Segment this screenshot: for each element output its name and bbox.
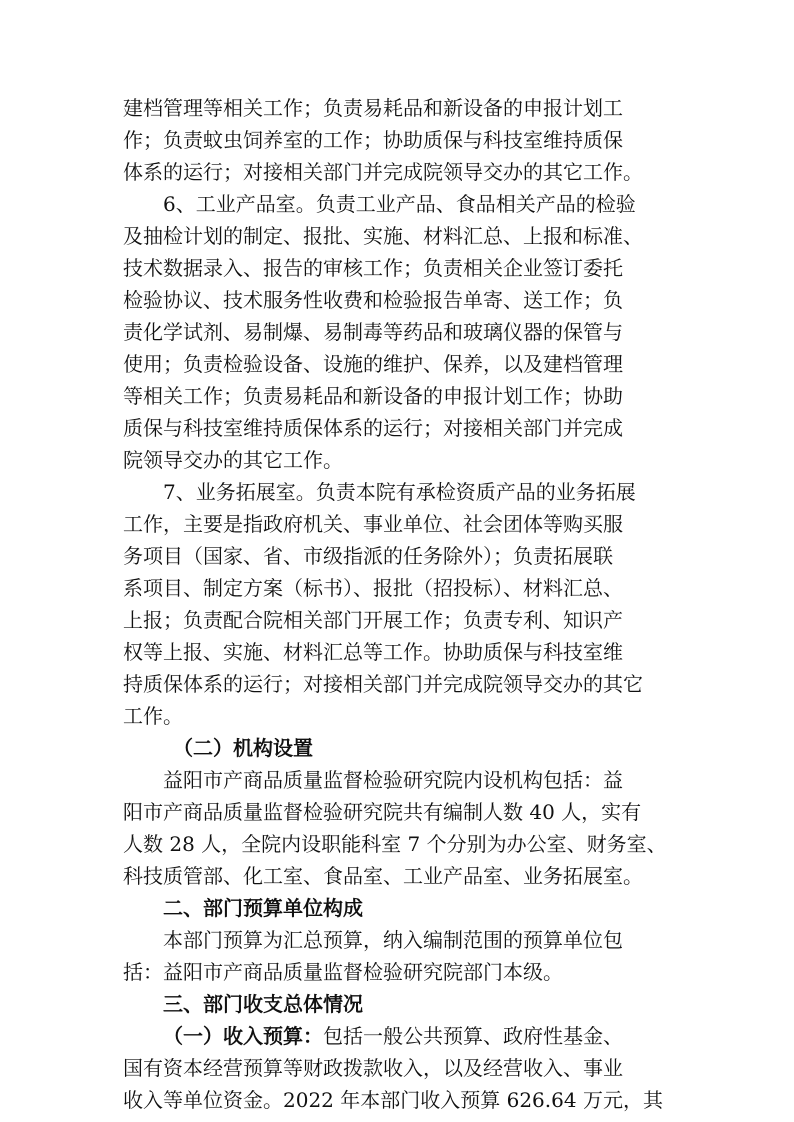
paragraph-line: 使用；负责检验设备、设施的维护、保养，以及建档管理 — [123, 352, 623, 376]
paragraph-line: 作；负责蚊虫饲养室的工作；协助质保与科技室维持质保 — [123, 128, 623, 152]
paragraph-line: 7、业务拓展室。负责本院有承检资质产品的业务拓展 — [163, 480, 636, 504]
paragraph-line: 及抽检计划的制定、报批、实施、材料汇总、上报和标准、 — [123, 224, 643, 248]
paragraph-line: 务项目（国家、省、市级指派的任务除外）；负责拓展联 — [123, 544, 613, 568]
paragraph-line: 人数 28 人，全院内设职能科室 7 个分别为办公室、财务室、 — [123, 832, 667, 856]
paragraph-line: 建档管理等相关工作；负责易耗品和新设备的申报计划工 — [123, 96, 623, 120]
paragraph-line: 6、工业产品室。负责工业产品、食品相关产品的检验 — [163, 192, 636, 216]
paragraph-line: 检验协议、技术服务性收费和检验报告单寄、送工作；负 — [123, 288, 623, 312]
paragraph-line: 括：益阳市产商品质量监督检验研究院部门本级。 — [123, 960, 563, 984]
paragraph-line — [163, 1020, 683, 1052]
paragraph-line: 益阳市产商品质量监督检验研究院内设机构包括：益 — [163, 768, 623, 792]
paragraph-line: 系项目、制定方案（标书）、报批（招投标）、材料汇总、 — [123, 576, 623, 600]
paragraph-line: 等相关工作；负责易耗品和新设备的申报计划工作；协助 — [123, 384, 623, 408]
paragraph-line: 院领导交办的其它工作。 — [123, 448, 343, 472]
paragraph-line: 责化学试剂、易制爆、易制毒等药品和玻璃仪器的保管与 — [123, 320, 623, 344]
section-heading: 三、部门收支总体情况 — [163, 992, 363, 1016]
paragraph-line: 科技质管部、化工室、食品室、工业产品室、业务拓展室。 — [123, 864, 643, 888]
paragraph-line: 上报；负责配合院相关部门开展工作；负责专利、知识产 — [123, 608, 623, 632]
paragraph-line: 权等上报、实施、材料汇总等工作。协助质保与科技室维 — [123, 640, 623, 664]
paragraph-line: 收入等单位资金。2022 年本部门收入预算 626.64 万元，其 — [123, 1088, 663, 1112]
paragraph-line: 技术数据录入、报告的审核工作；负责相关企业签订委托 — [123, 256, 623, 280]
section-heading: 二、部门预算单位构成 — [163, 896, 363, 920]
paragraph-line: 国有资本经营预算等财政拨款收入，以及经营收入、事业 — [123, 1056, 623, 1080]
paragraph-line: 阳市产商品质量监督检验研究院共有编制人数 40 人，实有 — [123, 800, 642, 824]
paragraph-line: 本部门预算为汇总预算，纳入编制范围的预算单位包 — [163, 928, 623, 952]
paragraph-line: 工作。 — [123, 704, 183, 728]
paragraph-line: 体系的运行；对接相关部门并完成院领导交办的其它工作。 — [123, 160, 643, 184]
inline-heading: （一）收入预算： — [163, 1024, 323, 1048]
inline-text: 包括一般公共预算、政府性基金、 — [323, 1024, 623, 1048]
section-heading: （二）机构设置 — [173, 736, 313, 760]
paragraph-line: 持质保体系的运行；对接相关部门并完成院领导交办的其它 — [123, 672, 643, 696]
paragraph-line: 工作，主要是指政府机关、事业单位、社会团体等购买服 — [123, 512, 623, 536]
paragraph-line: 质保与科技室维持质保体系的运行；对接相关部门并完成 — [123, 416, 623, 440]
